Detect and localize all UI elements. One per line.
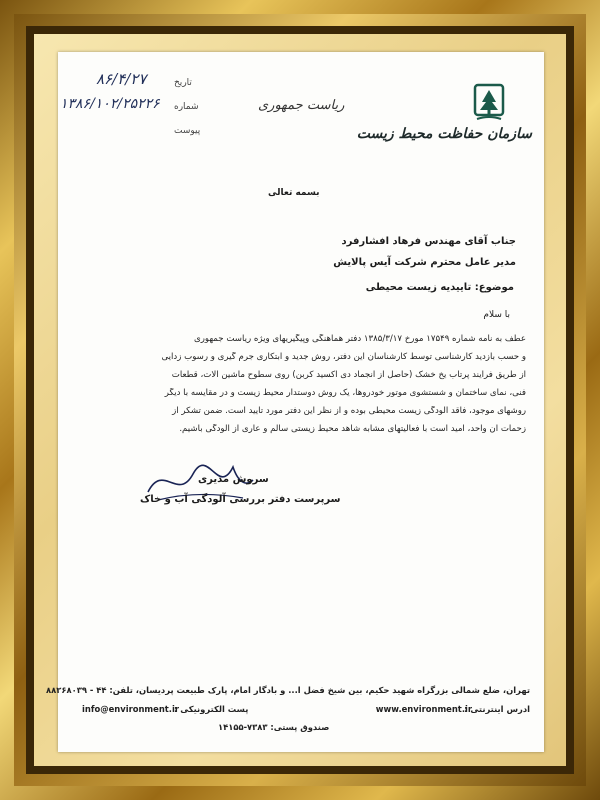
greeting: با سلام [483, 310, 510, 320]
body-line-4: فنی، نمای ساختمان و شستشوی موتور خودروها، یک روش دوستدار محیط زیست و در مقایسه با دیگر [164, 388, 526, 398]
footer-email[interactable]: info@environment.ir [82, 704, 179, 714]
signatory-title: سرپرست دفتر بررسی آلودگی آب و خاک [140, 494, 341, 505]
date-label: تاریخ [174, 78, 192, 88]
footer-pobox: صندوق پستی: ۷۳۸۳-۱۴۱۵۵ [218, 722, 330, 732]
org-name: سازمان حفاظت محیط زیست [356, 126, 532, 142]
footer-website[interactable]: www.environment.ir [375, 704, 472, 714]
body-line-3: از طریق فرآیند پرتاب یخ خشک (حاصل از انجماد دی اکسید کربن) روی سطوح ماشین آلات، قطعات [171, 370, 526, 380]
subject-line: موضوع: تاییدیه زیست محیطی [365, 282, 514, 293]
footer-email-label: پست الکترونیکی : [174, 704, 249, 714]
number-label: شماره [174, 102, 199, 112]
body-line-5: روشهای موجود، فاقد آلودگی زیست محیطی بوده و از نظر این دفتر مورد تایید است. ضمن تشکر از [172, 406, 526, 416]
attachment-label: پیوست [174, 126, 201, 136]
doe-logo-icon [472, 82, 506, 124]
invocation: بسمه تعالی [268, 188, 320, 198]
recipient-title: مدیر عامل محترم شرکت آیس پالایش [333, 257, 516, 268]
recipient-name: جناب آقای مهندس فرهاد افشارفرد [341, 236, 516, 247]
body-line-6: زحمات آن واحد، امید است با فعالیتهای مشابه شاهد محیط زیستی سالم و عاری از آلودگی باشیم. [179, 424, 526, 434]
signatory-name: سروش مدیری [198, 474, 269, 485]
date-value: ۸۶/۴/۲۷ [96, 70, 147, 88]
presidency-title: ریاست جمهوری [258, 98, 345, 113]
footer-address: تهران، ضلع شمالی بزرگراه شهید حکیم، بین شیخ فضل ا... و بادگار امام، پارک طبیعت پردیسان، تلفن: ۴۴ - ۸۸۲۶۸۰۳۹ [46, 685, 530, 695]
letter-paper [46, 52, 544, 752]
number-value: ۱۳۸۶/۱۰۲/۲۵۲۲۶ [60, 96, 160, 112]
footer-website-label: ادرس اینترنتی : [464, 704, 530, 714]
body-line-2: و حسب بازدید کارشناسی توسط کارشناسان این دفتر، روش جدید و ابتکاری جرم گیری و رسوب زدایی [161, 352, 526, 362]
body-line-1: عطف به نامه شماره ۱۷۵۴۹ مورخ ۱۳۸۵/۳/۱۷ دفتر هماهنگی وپیگیریهای ویژه ریاست جمهوری [194, 334, 526, 344]
